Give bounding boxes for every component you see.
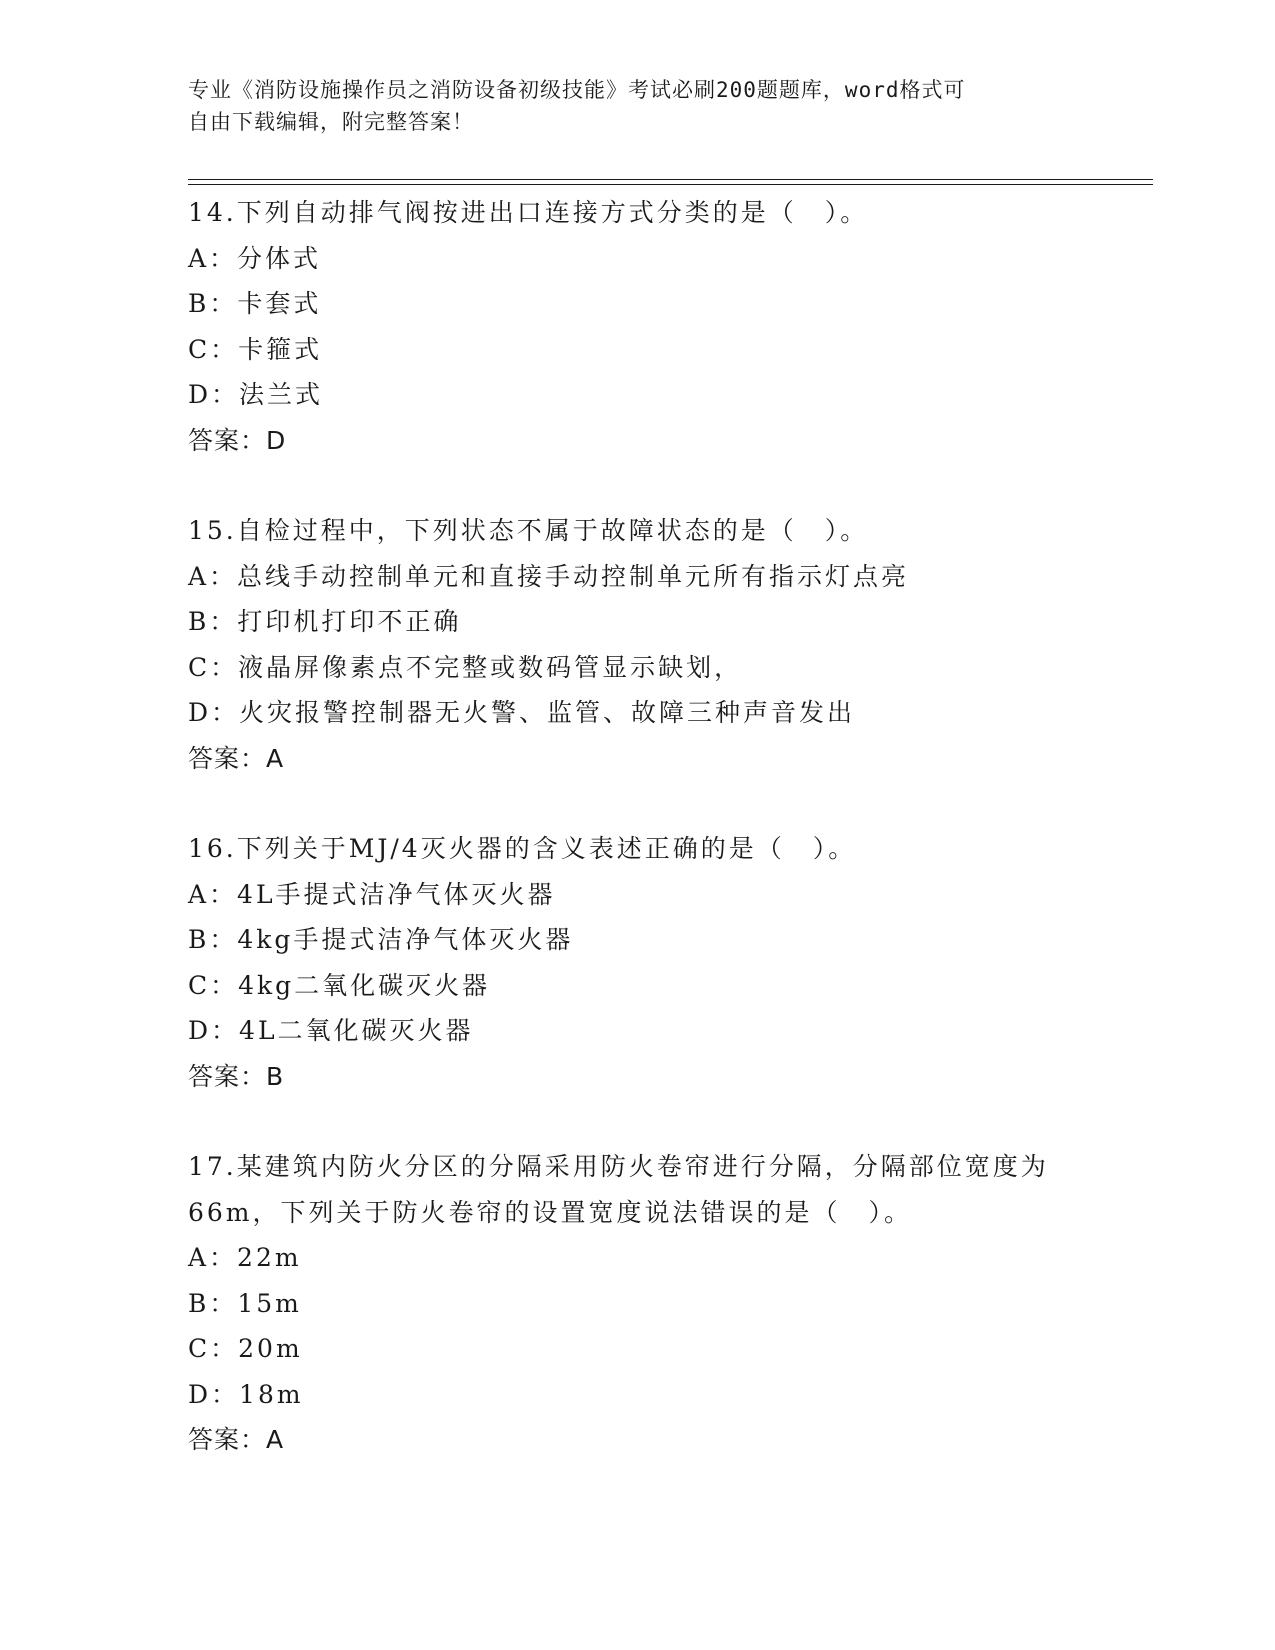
option-c: C：卡箍式 [188, 334, 323, 364]
option-a: A：22m [188, 1243, 302, 1272]
answer: 答案：B [188, 1061, 285, 1091]
option-b: B：4kg手提式洁净气体灭火器 [188, 925, 574, 954]
header-divider-bottom [188, 184, 1153, 185]
header-divider-top [188, 179, 1153, 180]
option-d: D：4L二氧化碳灭火器 [188, 1016, 474, 1045]
question-stem: 14.下列自动排气阀按进出口连接方式分类的是（ ）。 [188, 198, 869, 227]
answer: 答案：A [188, 1425, 285, 1454]
option-c: C：液晶屏像素点不完整或数码管显示缺划， [188, 652, 743, 682]
question-14 [188, 190, 1128, 463]
question-15 [188, 508, 1128, 781]
answer: 答案：A [188, 743, 285, 773]
option-b: B：15m [188, 1288, 302, 1318]
option-b: B：打印机打印不正确 [188, 607, 462, 636]
question-16 [188, 826, 1128, 1099]
option-c: C：20m [188, 1334, 303, 1363]
header-line-2: 自由下载编辑，附完整答案！ [188, 110, 474, 134]
question-list [188, 190, 1128, 1508]
option-c: C：4kg二氧化碳灭火器 [188, 970, 491, 1000]
document-header [188, 74, 1088, 138]
question-17 [188, 1144, 1128, 1463]
question-stem: 16.下列关于MJ/4灭火器的含义表述正确的是（ ）。 [188, 834, 857, 863]
option-a: A：总线手动控制单元和直接手动控制单元所有指示灯点亮 [188, 561, 910, 591]
option-d: D：18m [188, 1379, 304, 1409]
header-line-1: 专业《消防设施操作员之消防设备初级技能》考试必刷200题题库，word格式可 [188, 78, 966, 102]
option-a: A：分体式 [188, 243, 322, 273]
option-d: D：火灾报警控制器无火警、监管、故障三种声音发出 [188, 698, 856, 727]
question-stem-line-1: 17.某建筑内防火分区的分隔采用防火卷帘进行分隔，分隔部位宽度为 [188, 1152, 1049, 1181]
option-a: A：4L手提式洁净气体灭火器 [188, 879, 556, 909]
question-stem-line-2: 66m，下列关于防火卷帘的设置宽度说法错误的是（ ）。 [188, 1197, 913, 1227]
option-b: B：卡套式 [188, 289, 322, 318]
question-stem: 15.自检过程中，下列状态不属于故障状态的是（ ）。 [188, 516, 869, 545]
option-d: D：法兰式 [188, 380, 324, 409]
answer: 答案：D [188, 425, 287, 455]
